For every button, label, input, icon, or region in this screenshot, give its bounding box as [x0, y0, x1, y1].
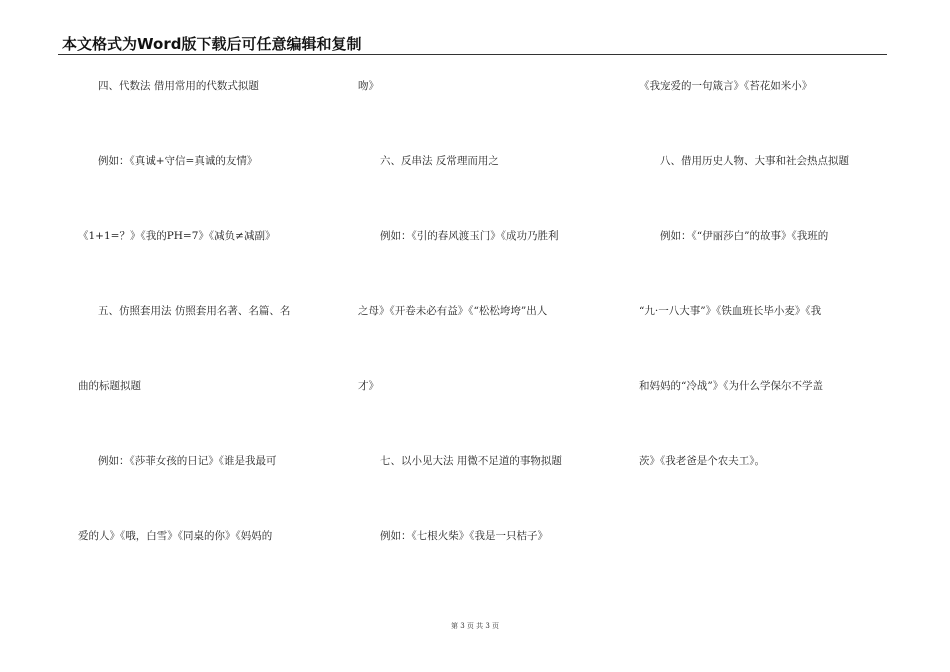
text-line: 五、仿照套用法 仿照套用名著、名篇、名: [98, 305, 291, 317]
text-line: 吻》: [358, 80, 379, 92]
text-line: 例如：《莎菲女孩的日记》《谁是我最可: [98, 455, 277, 467]
text-line: 六、反串法 反常理而用之: [380, 155, 499, 167]
text-line: 和妈妈的“冷战”》《为什么学保尔不学盖: [639, 380, 823, 392]
text-line: 《我宠爱的一句箴言》《苔花如米小》: [639, 80, 813, 92]
text-line: 例如：《真诚+守信=真诚的友情》: [98, 155, 258, 167]
text-line: 七、以小见大法 用微不足道的事物拟题: [380, 455, 562, 467]
text-line: 例如：《七根火柴》《我是一只桔子》: [380, 530, 548, 542]
text-line: 茨》《我老爸是个农夫工》。: [639, 455, 765, 467]
text-line: 《1+1=？》《我的PH=7》《减负≠减副》: [78, 230, 276, 242]
page-number-footer: 第 3 页 共 3 页: [450, 622, 500, 630]
text-line: 四、代数法 借用常用的代数式拟题: [98, 80, 259, 92]
page-header-title: 本文格式为Word版下载后可任意编辑和复制: [62, 35, 362, 53]
text-line: 之母》《开卷未必有益》《“松松垮垮”出人: [358, 305, 548, 317]
header-divider: [58, 54, 887, 55]
text-line: 爱的人》《哦，白雪》《同桌的你》《妈妈的: [78, 530, 273, 542]
text-line: 八、借用历史人物、大事和社会热点拟题: [660, 155, 849, 167]
text-line: 例如：《“伊丽莎白”的故事》《我班的: [660, 230, 829, 242]
text-line: 例如：《引的春风渡玉门》《成功乃胜利: [380, 230, 559, 242]
text-line: 曲的标题拟题: [78, 380, 141, 392]
text-line: “九·一八大事”》《铁血班长毕小麦》《我: [639, 305, 822, 317]
text-line: 才》: [358, 380, 379, 392]
